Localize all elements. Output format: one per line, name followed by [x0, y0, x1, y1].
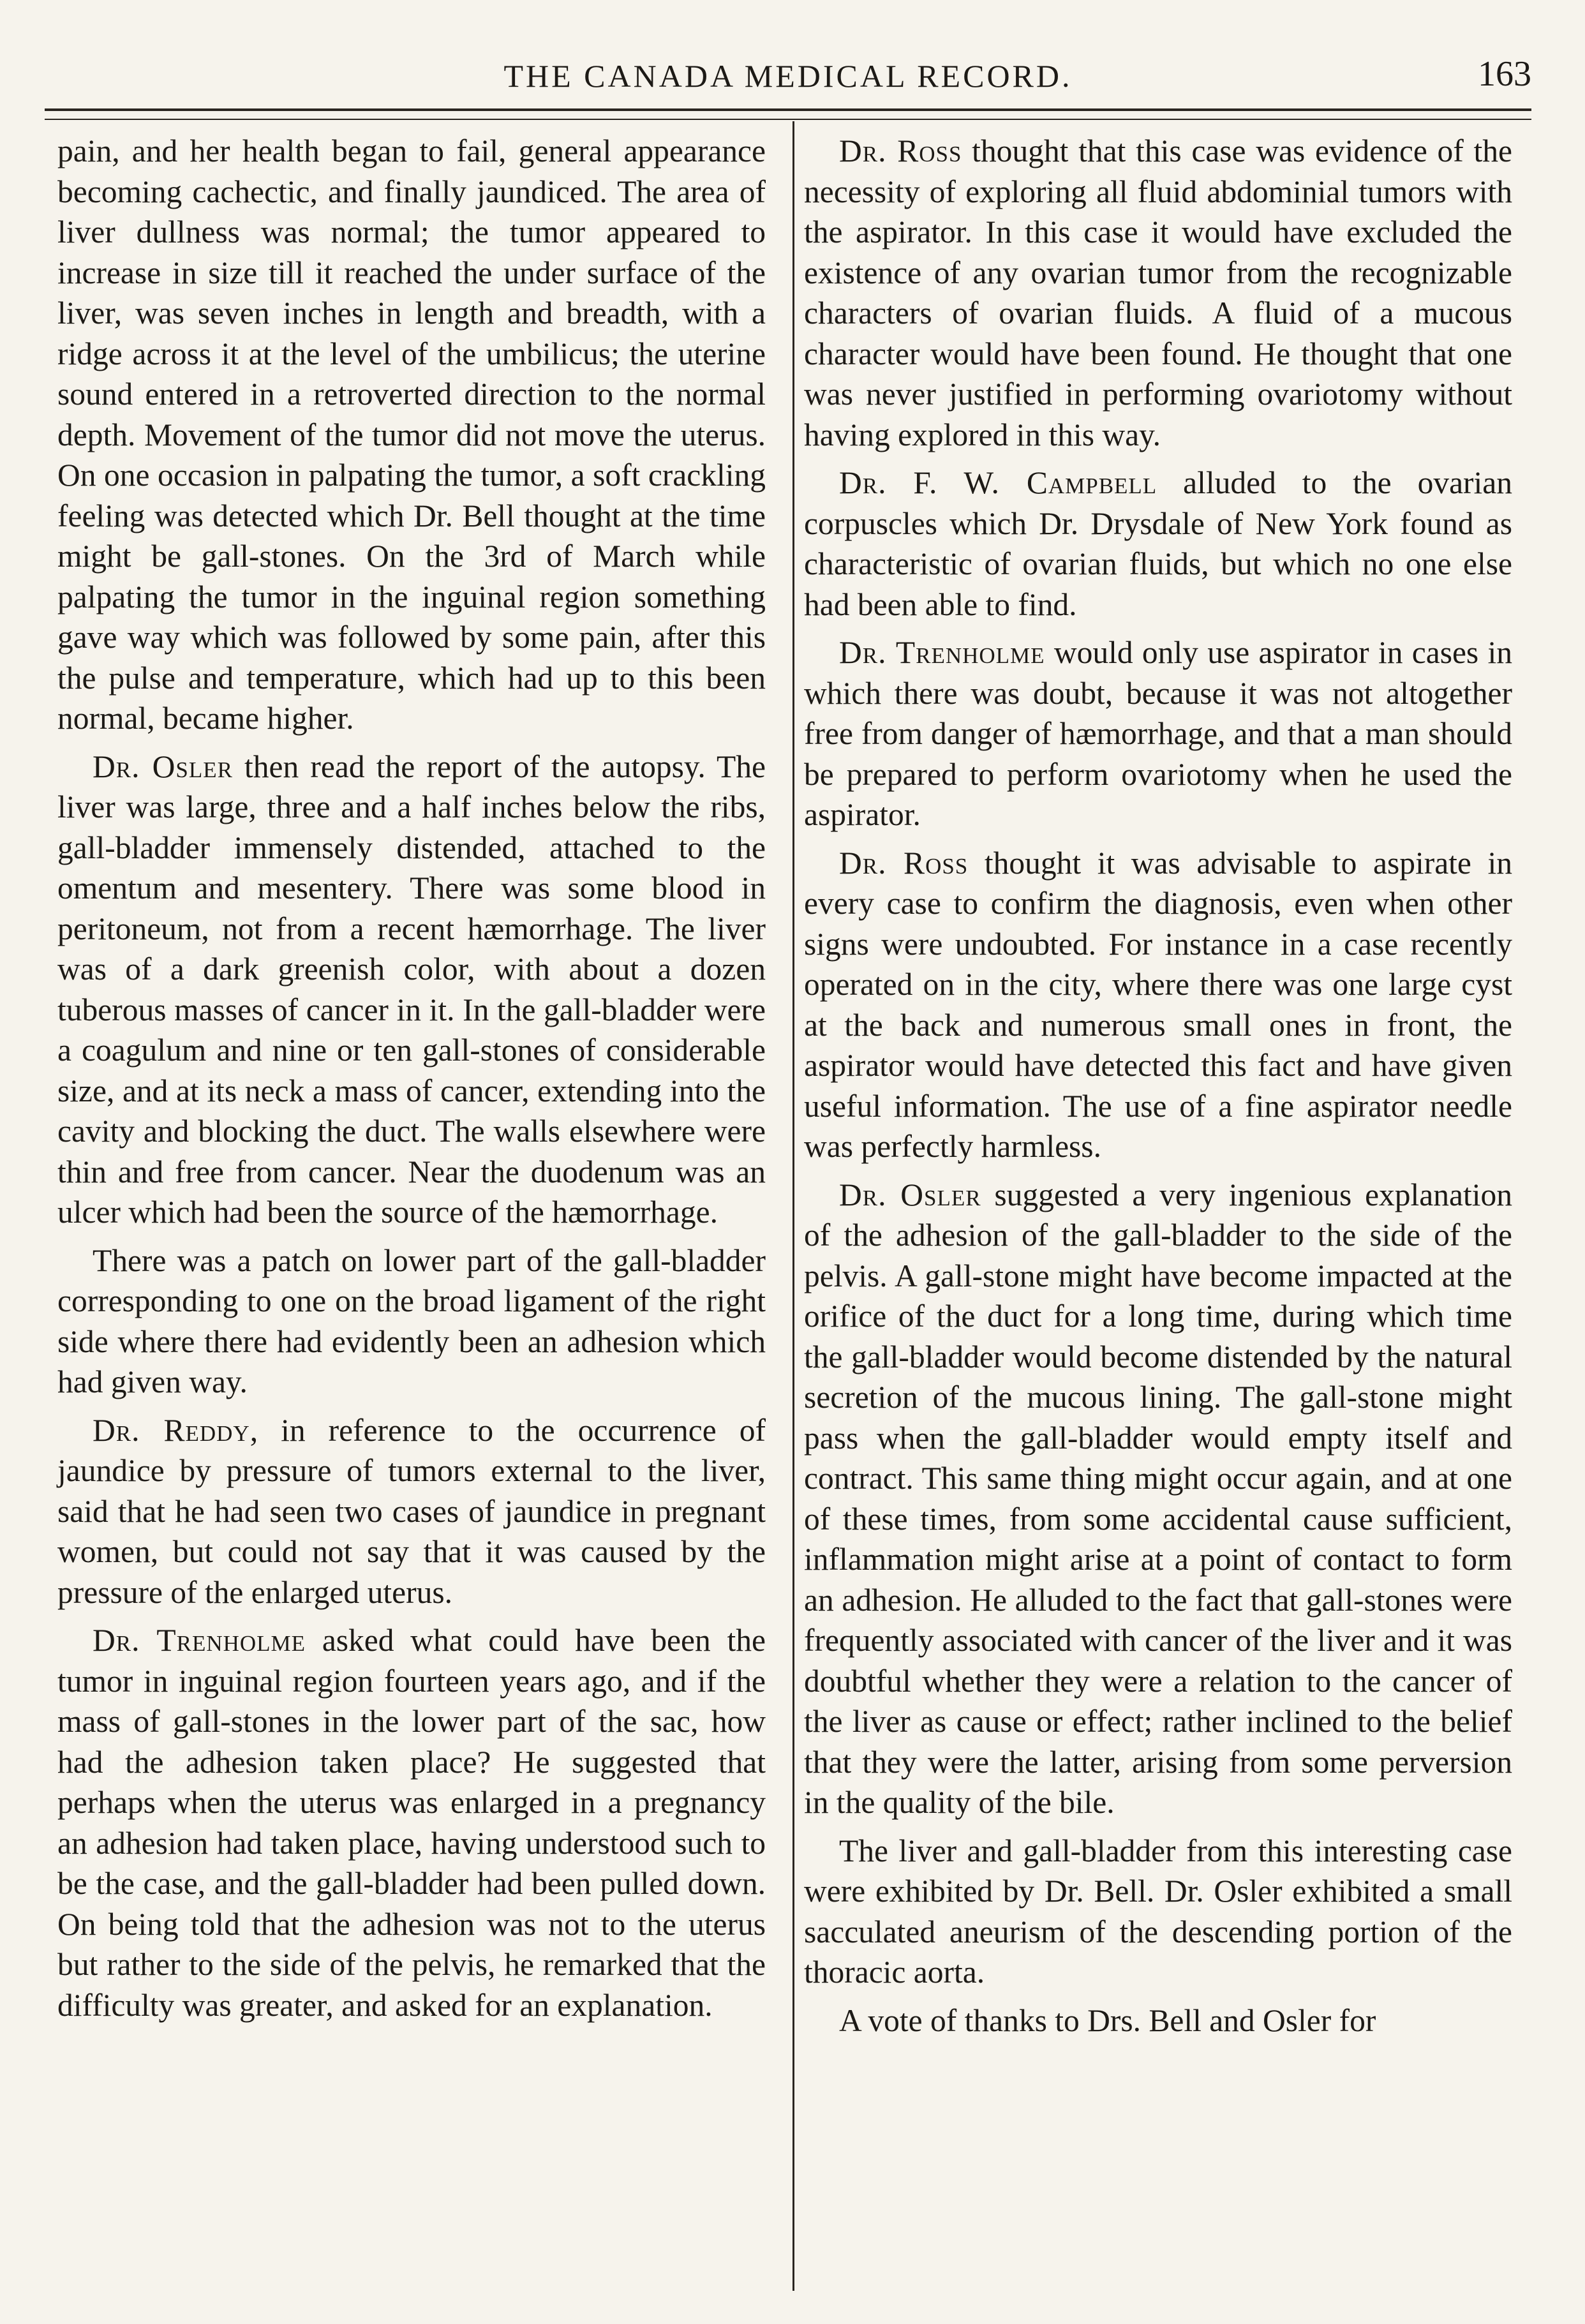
paragraph-text: alluded to the ovarian corpuscles which Dr. Drysdale of New York found as characteristic of ovarian fluids, but which no one else had been able to find.	[804, 465, 1512, 622]
speaker-name: Dr. Ross	[839, 845, 969, 881]
paragraph-text: suggested a very ingenious explanation of the adhesion of the gall-bladder to the side of the pelvis. A gall-stone might have become impacted at the orifice of the duct for a long time, during which time the gall-bladder would become distended by the natural secretion of the mucous lining. The gall-stone might pass when the gall-bladder would empty itself and contract. This same thing might occur again, and at one of these times, from some accidental cause sufficient, inflammation might arise at a point of contact to form an adhesion. He alluded to the fact that gall-stones were frequently associated with cancer of the liver and it was doubtful whether they were a relation to the cancer of the liver as cause or effect; rather inclined to the belief that they were the latter, arising from some perversion in the quality of the bile.	[804, 1177, 1512, 1820]
speaker-name: Dr. Trenholme	[839, 635, 1045, 670]
paragraph-text: asked what could have been the tumor in inguinal region fourteen years ago, and if the mass of gall-stones in the lower part of the sac, how had the adhesion taken place? He suggested that perhaps when the uterus was enlarged in a pregnancy an adhesion had taken place, having understood such to be the case, and the gall-bladder had been pulled down. On being told that the adhesion was not to the uterus but rather to the side of the pelvis, he remarked that the difficulty was greater, and asked for an explanation.	[57, 1623, 766, 2023]
paragraph-text: then read the report of the autopsy. The liver was large, three and a half inches below the ribs, gall-bladder immensely distended, attached to the omentum and mesentery. There was some blood in peritoneum, not from a recent hæmorrhage. The liver was of a dark greenish color, with about a dozen tuberous masses of cancer in it. In the gall-bladder were a coagulum and nine or ten gall-stones of considerable size, and at its neck a mass of cancer, extending into the cavity and blocking the duct. The walls elsewhere were thin and free from cancer. Near the duodenum was an ulcer which had been the source of the hæmorrhage.	[57, 749, 766, 1230]
paragraph-text: , in reference to the occurrence of jaundice by pressure of tumors external to the liver, said that he had seen two cases of jaundice in pregnant women, but could not say that it was caused by the pressure of the enlarged uterus.	[57, 1412, 766, 1610]
header-rule-thin	[45, 119, 1531, 120]
paragraph	[57, 1620, 766, 2025]
header-rule	[45, 108, 1531, 111]
journal-title: THE CANADA MEDICAL RECORD.	[503, 58, 1073, 94]
speaker-name: Dr. F. W. Campbell	[839, 465, 1157, 500]
speaker-name: Dr. Osler	[839, 1177, 981, 1212]
paragraph-text: thought it was advisable to aspirate in every case to confirm the diagnosis, even when other signs were undoubted. For instance in a case recently operated on in the city, where there was one large cyst at the back and numerous small ones in front, the aspirator would have detected this fact and have given useful information. The use of a fine aspirator needle was perfectly harmless.	[804, 845, 1512, 1164]
paragraph	[57, 747, 766, 1233]
speaker-name: Dr. Reddy	[93, 1412, 250, 1448]
paragraph: There was a patch on lower part of the gall-bladder corresponding to one on the broad ligament of the right side where there had evidently been an adhesion which had given way.	[57, 1242, 766, 1399]
paragraph	[804, 463, 1512, 625]
paragraph	[57, 1410, 766, 1613]
paragraph	[804, 632, 1512, 835]
paragraph	[804, 1175, 1512, 1823]
paragraph-text: thought that this case was evidence of the necessity of exploring all fluid abdominial tumors with the aspirator. In this case it would have excluded the existence of any ovarian tumor from the recognizable characters of ovarian fluids. A fluid of a mucous character would have been found. He thought that one was never justified in performing ovariotomy without having explored in this way.	[804, 133, 1512, 452]
paragraph	[804, 843, 1512, 1167]
page-number: 163	[1478, 54, 1531, 94]
paragraph: A vote of thanks to Drs. Bell and Osler for	[839, 2002, 1376, 2038]
speaker-name: Dr. Trenholme	[93, 1623, 306, 1658]
column-divider	[792, 121, 794, 2291]
right-column	[804, 131, 1512, 2048]
left-column	[57, 131, 766, 2033]
paragraph-text: would only use aspirator in cases in which there was doubt, because it was not altogether free from danger of hæmorrhage, and that a man should be prepared to perform ovariotomy when he used the aspirator.	[804, 635, 1512, 832]
speaker-name: Dr. Osler	[93, 749, 233, 784]
paragraph: pain, and her health began to fail, general appearance becoming cachectic, and finally jaundiced. The area of liver dullness was normal; the tumor appeared to increase in size till it reached the under surface of the liver, was seven inches in length and breadth, with a ridge across it at the level of the umbilicus; the uterine sound entered in a retroverted direction to the normal depth. Movement of the tumor did not move the uterus. On one occasion in palpating the tumor, a soft crackling feeling was detected which Dr. Bell thought at the time might be gall-stones. On the 3rd of March while palpating the tumor in the inguinal region something gave way which was followed by some pain, after this the pulse and temperature, which had up to this been normal, became higher.	[57, 133, 766, 736]
speaker-name: Dr. Ross	[839, 133, 962, 168]
page-header	[45, 45, 1531, 102]
paragraph	[804, 131, 1512, 455]
paragraph: The liver and gall-bladder from this interesting case were exhibited by Dr. Bell. Dr. Osler exhibited a small sacculated aneurism of the descending portion of the thoracic aorta.	[804, 1833, 1512, 1990]
